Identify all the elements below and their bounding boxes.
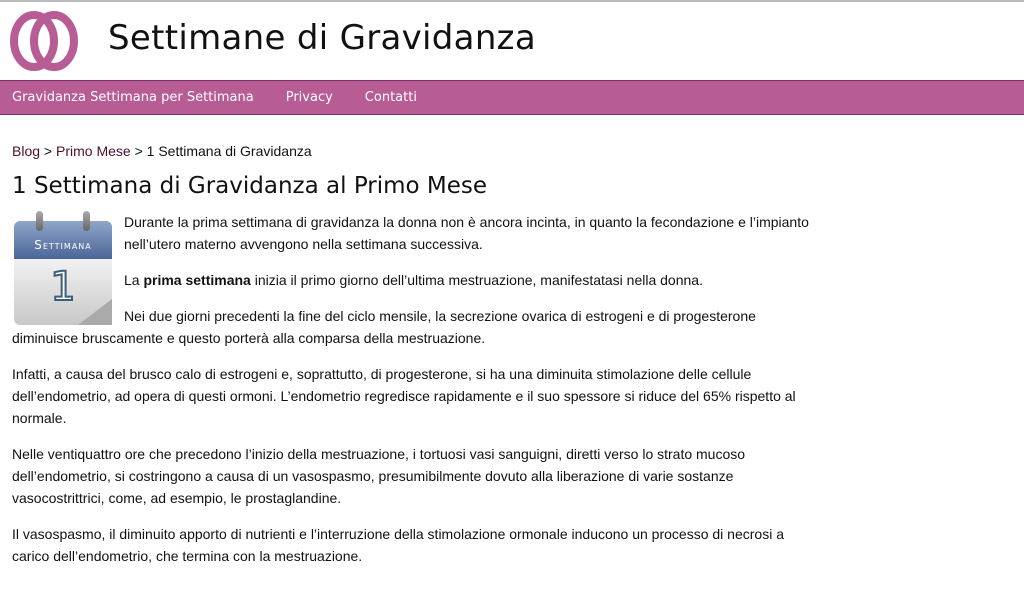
breadcrumb: [12, 143, 822, 159]
calendar-number: 1: [14, 259, 112, 325]
breadcrumb-current: 1 Settimana di Gravidanza: [146, 143, 312, 159]
paragraph: Nei due giorni precedenti la fine del ciclo mensile, la secrezione ovarica di estrogeni e di progesterone diminuisce bruscamente e questo porterà alla comparsa della mestruazione.: [12, 308, 756, 346]
paragraph: Durante la prima settimana di gravidanza la donna non è ancora incinta, in quanto la fecondazione e l’impianto nell’utero materno avvengono nella settimana successiva.: [124, 214, 809, 252]
text: inizia il primo giorno dell’ultima mestruazione, manifestatasi nella donna.: [250, 272, 703, 288]
breadcrumb-sep: >: [40, 143, 56, 159]
breadcrumb-sep: >: [130, 143, 147, 159]
main-content: [0, 115, 834, 567]
calendar-week-image: [14, 211, 112, 325]
main-nav: [0, 80, 1024, 115]
text: La: [124, 272, 144, 288]
logo-rings-icon[interactable]: [10, 10, 78, 77]
calendar-label: Settimana: [14, 221, 112, 259]
nav-gravidanza-settimana[interactable]: Gravidanza Settimana per Settimana: [12, 90, 254, 105]
site-header: [0, 2, 1024, 80]
bold-text: prima settimana: [143, 272, 251, 288]
paragraph: [12, 269, 822, 291]
paragraph: Infatti, a causa del brusco calo di estrogeni e, soprattutto, di progesterone, si ha una diminuita stimolazione delle cellule dell’endometrio, ad opera di questi ormoni. L’endometrio regredisce rapidamente e il suo spessore si riduce del 65% rispetto al normale.: [12, 366, 796, 426]
nav-contatti[interactable]: Contatti: [364, 90, 417, 105]
page-title: 1 Settimana di Gravidanza al Primo Mese: [12, 173, 488, 199]
paragraph: Il vasospasmo, il diminuito apporto di nutrienti e l’interruzione della stimolazione ormonale inducono un processo di necrosi a carico dell’endometrio, che termina con la mestruazione.: [12, 526, 784, 564]
paragraph: Nelle ventiquattro ore che precedono l’inizio della mestruazione, i tortuosi vasi sanguigni, diretti verso lo strato mucoso dell’endometrio, si costringono a causa di un vasospasmo, presumibilmente dovuto alla liberazione di varie sostanze vasocostrittrici, come, ad esempio, le prostaglandine.: [12, 446, 746, 506]
nav-privacy[interactable]: Privacy: [285, 90, 333, 105]
page-curl-icon: [78, 299, 112, 325]
breadcrumb-blog[interactable]: Blog: [12, 143, 41, 159]
calendar-ring-icon: [36, 211, 43, 231]
calendar-ring-icon: [83, 211, 90, 231]
breadcrumb-primo-mese[interactable]: Primo Mese: [56, 143, 131, 159]
site-title[interactable]: Settimane di Gravidanza: [108, 18, 536, 58]
